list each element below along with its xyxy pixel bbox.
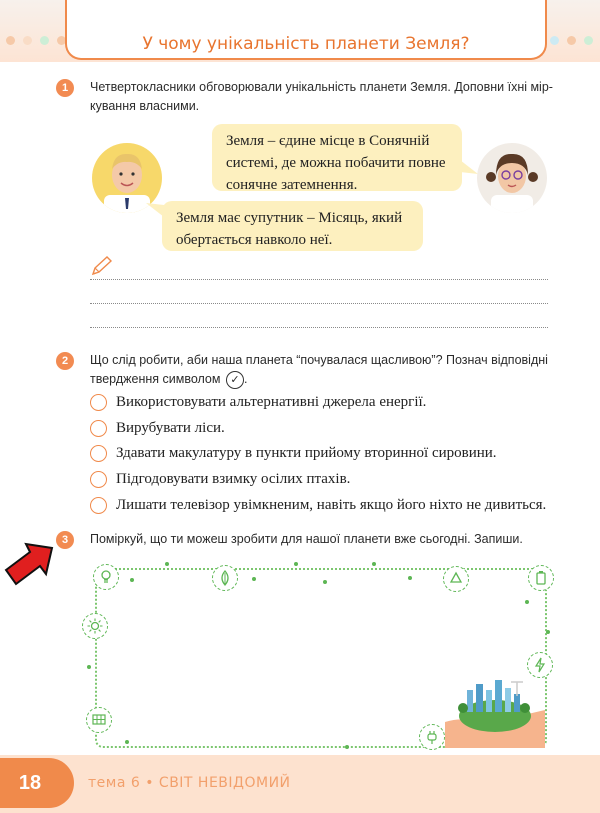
task-2-text-line-1: Що слід робити, аби наша планета “почувалася щасливою”? Познач відповідні	[90, 353, 548, 367]
option-label: Підгодовувати взимку осілих птахів.	[116, 470, 351, 487]
page-number: 18	[18, 772, 42, 794]
decor-dot	[525, 600, 529, 604]
bubble-girl-line-2: системі, де можна побачити повне	[226, 155, 446, 171]
bubble-boy-line-2: обертається навколо неї.	[176, 232, 333, 248]
option-4[interactable]	[90, 468, 350, 490]
solar-panel-icon	[86, 707, 112, 733]
decor-dot	[165, 562, 169, 566]
option-checkbox[interactable]	[90, 394, 107, 411]
answer-line-2[interactable]	[90, 303, 548, 304]
decor-dot	[294, 562, 298, 566]
decor-dot	[546, 630, 550, 634]
answer-line-3[interactable]	[90, 327, 548, 328]
lightning-icon	[527, 652, 553, 678]
pencil-icon	[90, 255, 114, 277]
option-label: Вирубувати ліси.	[116, 419, 225, 436]
option-checkbox[interactable]	[90, 471, 107, 488]
option-3[interactable]	[90, 442, 497, 464]
bubble-girl-line-3: сонячне затемнення.	[226, 177, 358, 193]
option-label: Здавати макулатуру в пункти прийому вторинної сировини.	[116, 444, 497, 461]
task-3-number: 3	[56, 531, 74, 549]
task-2-number: 2	[56, 352, 74, 370]
decor-dot	[372, 562, 376, 566]
decor-dot	[345, 745, 349, 749]
hand-city-icon	[445, 676, 545, 748]
option-checkbox[interactable]	[90, 420, 107, 437]
bubble-boy-line-1: Земля має супутник – Місяць, який	[176, 210, 403, 226]
decor-dot	[408, 576, 412, 580]
decor-dot	[125, 740, 129, 744]
page-title: У чому унікальність планети Земля?	[142, 34, 470, 54]
speech-bubble-girl	[212, 124, 462, 191]
task-2-text: Що слід робити, аби наша планета “почувалася щасливою”? Познач відповідні твердження символом ✓ .	[90, 351, 548, 389]
recycle-icon	[443, 566, 469, 592]
red-arrow-icon	[2, 540, 58, 586]
option-checkbox[interactable]	[90, 497, 107, 514]
decor-dots-right	[550, 36, 593, 45]
decor-dot	[87, 665, 91, 669]
girl-avatar	[477, 143, 547, 213]
decor-dot	[130, 578, 134, 582]
plug-icon	[419, 724, 445, 750]
bubble-girl-line-1: Земля – єдине місце в Сонячній	[226, 133, 430, 149]
option-1[interactable]	[90, 391, 426, 413]
task-1-text-line-2: кування власними.	[90, 99, 200, 113]
lightbulb-icon	[93, 564, 119, 590]
task-1-text	[90, 78, 553, 116]
task-2-text-line-2: твердження символом	[90, 372, 221, 386]
task-3-text: Поміркуй, що ти можеш зробити для нашої планети вже сьогодні. Запиши.	[90, 532, 523, 546]
option-label: Використовувати альтернативні джерела енергії.	[116, 393, 427, 410]
check-symbol-icon: ✓	[226, 371, 244, 389]
theme-label: тема 6 • СВІТ НЕВІДОМИЙ	[88, 775, 291, 791]
decor-dot	[252, 577, 256, 581]
decor-dot	[323, 580, 327, 584]
bubble-girl-tail	[460, 160, 478, 176]
bubble-boy-tail	[146, 203, 164, 219]
leaf-icon	[212, 565, 238, 591]
task-1-text-line-1: Четвертокласники обговорювали унікальність планети Земля. Доповни їхні мір-	[90, 80, 553, 94]
option-5[interactable]	[90, 494, 546, 516]
battery-icon	[528, 565, 554, 591]
option-checkbox[interactable]	[90, 445, 107, 462]
option-2[interactable]	[90, 417, 225, 439]
task-1-number: 1	[56, 79, 74, 97]
speech-bubble-boy	[162, 201, 423, 251]
sun-icon	[82, 613, 108, 639]
option-label: Лишати телевізор увімкненим, навіть якщо його ніхто не дивиться.	[116, 496, 547, 513]
answer-line-1[interactable]	[90, 279, 548, 280]
